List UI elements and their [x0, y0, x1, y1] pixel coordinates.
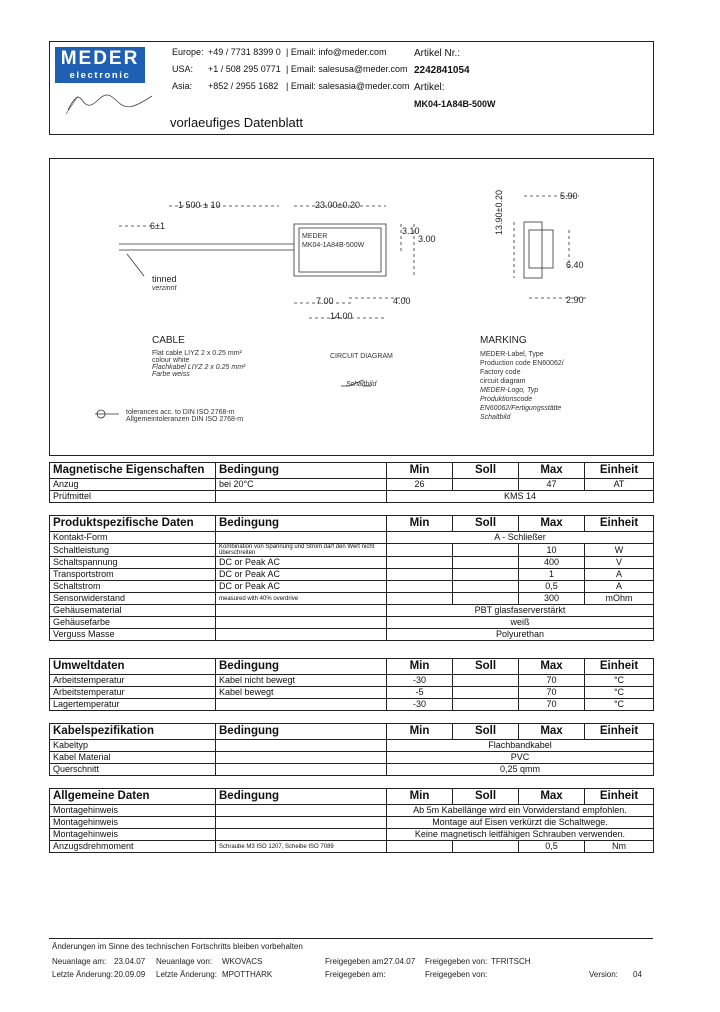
- neuanlage-von-label: Neuanlage von:: [156, 957, 213, 966]
- freigegeben-von: TFRITSCH: [491, 957, 531, 966]
- table-cell: Gehäusematerial: [50, 605, 216, 617]
- table-header-cell: Bedingung: [216, 516, 387, 532]
- footer-rule: [49, 938, 653, 939]
- table-cell: Flachbandkabel: [387, 740, 654, 752]
- table-header-cell: Soll: [453, 463, 519, 479]
- table-header-cell: Min: [387, 659, 453, 675]
- table-header-row: [50, 516, 654, 532]
- spec-table: [49, 462, 654, 503]
- logo-main-text: MEDER: [60, 48, 140, 69]
- neuanlage-von: WKOVACS: [222, 957, 263, 966]
- spec-table: [49, 515, 654, 641]
- aenderung-von: MPOTTHARK: [222, 970, 273, 979]
- table-cell: Arbeitstemperatur: [50, 675, 216, 687]
- logo-sub-text: electronic: [69, 70, 131, 81]
- table-cell: DC or Peak AC: [216, 569, 387, 581]
- aenderung-von-label: Letzte Änderung:: [156, 970, 217, 979]
- table-cell: Kabel bewegt: [216, 687, 387, 699]
- aenderung-date: 20.09.09: [114, 970, 146, 979]
- signature-logo-icon: [60, 88, 160, 116]
- table-header-cell: Soll: [453, 516, 519, 532]
- table-header-cell: Max: [519, 724, 585, 740]
- table-cell: Kabel nicht bewegt: [216, 675, 387, 687]
- table-cell: A - Schließer: [387, 532, 654, 544]
- table-cell: [453, 569, 519, 581]
- table-cell: 70: [519, 675, 585, 687]
- dim-310: 3.10: [402, 226, 420, 236]
- freigegeben2-am-label: Freigegeben am:: [325, 970, 386, 979]
- table-row: [50, 752, 654, 764]
- table-row: [50, 805, 654, 817]
- table-cell: A: [585, 581, 654, 593]
- table-cell: measured with 40% overdrive: [216, 593, 387, 605]
- spec-table: [49, 658, 654, 711]
- table-cell: Montagehinweis: [50, 817, 216, 829]
- contact-region: Europe:: [172, 47, 204, 57]
- housing-part-label: MK04-1A84B-500W: [302, 242, 365, 249]
- artikel-label: Artikel:: [414, 82, 445, 93]
- table-cell: [216, 764, 387, 776]
- table-cell: [216, 629, 387, 641]
- table-cell: Montagehinweis: [50, 829, 216, 841]
- aenderung-label: Letzte Änderung:: [52, 970, 113, 979]
- table-header-row: [50, 463, 654, 479]
- table-cell: [216, 699, 387, 711]
- dim-1390: 13.90±0.20: [494, 190, 504, 235]
- table-cell: DC or Peak AC: [216, 581, 387, 593]
- dim-640: 6.40: [566, 260, 584, 270]
- table-cell: Ab 5m Kabellänge wird ein Vorwiderstand empfohlen.: [387, 805, 654, 817]
- freigegeben-am: 27.04.07: [384, 957, 416, 966]
- tolerance-line: tolerances acc. to DIN ISO 2768-m: [126, 409, 235, 416]
- table-cell: DC or Peak AC: [216, 557, 387, 569]
- tolerance-line: Allgemeintoleranzen DIN ISO 2768-m: [126, 416, 244, 423]
- freigegeben-am-label: Freigegeben am:: [325, 957, 386, 966]
- table-cell: [216, 605, 387, 617]
- marking-line: Production code EN60062/: [480, 360, 564, 367]
- table-row: [50, 569, 654, 581]
- table-cell: [453, 479, 519, 491]
- table-cell: [387, 569, 453, 581]
- table-cell: Kombination von Spannung und Strom darf den Wert nicht überschreiten: [216, 544, 387, 557]
- table-header-cell: Bedingung: [216, 724, 387, 740]
- table-cell: 70: [519, 687, 585, 699]
- contact-row: [172, 61, 412, 78]
- table-cell: Sensorwiderstand: [50, 593, 216, 605]
- label-tinned: tinned: [152, 274, 177, 284]
- marking-line: Schaltbild: [480, 414, 511, 421]
- table-header-cell: Allgemeine Daten: [50, 789, 216, 805]
- table-cell: Prüfmittel: [50, 491, 216, 503]
- table-header-cell: Einheit: [585, 516, 654, 532]
- table-cell: Lagertemperatur: [50, 699, 216, 711]
- marking-title: MARKING: [480, 335, 527, 346]
- table-header-cell: Max: [519, 659, 585, 675]
- dim-400: 4.00: [393, 296, 411, 306]
- cable-description: [152, 350, 245, 378]
- artikel-value: MK04-1A84B-500W: [414, 99, 496, 109]
- artikel-nr-label: Artikel Nr.:: [414, 48, 461, 59]
- table-header-cell: Min: [387, 789, 453, 805]
- table-cell: Kabeltyp: [50, 740, 216, 752]
- table-cell: °C: [585, 687, 654, 699]
- table-cell: [453, 699, 519, 711]
- table-cell: [216, 752, 387, 764]
- table-cell: [453, 557, 519, 569]
- contact-block: [172, 44, 412, 95]
- table-row: [50, 617, 654, 629]
- neuanlage-date: 23.04.07: [114, 957, 146, 966]
- table-header-cell: Soll: [453, 789, 519, 805]
- table-cell: [216, 829, 387, 841]
- table-header-cell: Einheit: [585, 789, 654, 805]
- table-row: [50, 829, 654, 841]
- table-row: [50, 491, 654, 503]
- table-row: [50, 699, 654, 711]
- housing-outline: [294, 224, 386, 276]
- table-header-cell: Bedingung: [216, 659, 387, 675]
- table-cell: A: [585, 569, 654, 581]
- table-header-row: [50, 659, 654, 675]
- table-cell: Arbeitstemperatur: [50, 687, 216, 699]
- contact-email[interactable]: | Email: salesusa@meder.com: [286, 64, 408, 74]
- dim-590: 5.90: [560, 191, 578, 201]
- dim-300: 3.00: [418, 234, 436, 244]
- table-header-cell: Magnetische Eigenschaften: [50, 463, 216, 479]
- table-cell: KMS 14: [387, 491, 654, 503]
- meder-logo: [55, 47, 145, 83]
- table-cell: [453, 687, 519, 699]
- cable-line-text: Flat cable LIYZ 2 x 0.25 mm²: [152, 350, 242, 357]
- table-cell: Nm: [585, 841, 654, 853]
- table-header-cell: Min: [387, 724, 453, 740]
- table-cell: Kontakt-Form: [50, 532, 216, 544]
- leader-line: [127, 254, 144, 276]
- table-row: [50, 740, 654, 752]
- table-cell: [216, 491, 387, 503]
- marking-line: MEDER-Logo, Typ: [480, 387, 539, 394]
- table-cell: Montagehinweis: [50, 805, 216, 817]
- table-header-row: [50, 789, 654, 805]
- table-cell: [387, 841, 453, 853]
- table-cell: Kabel Material: [50, 752, 216, 764]
- dim-700: 7.00: [316, 296, 334, 306]
- marking-line: EN60062/Fertigungsstätte: [480, 405, 562, 412]
- table-row: [50, 841, 654, 853]
- table-cell: weiß: [387, 617, 654, 629]
- table-header-cell: Max: [519, 789, 585, 805]
- marking-line: circuit diagram: [480, 378, 526, 385]
- table-cell: 10: [519, 544, 585, 557]
- artikel-block: [414, 45, 496, 113]
- table-cell: Anzugsdrehmoment: [50, 841, 216, 853]
- table-cell: Schaltspannung: [50, 557, 216, 569]
- marking-line: Factory code: [480, 369, 521, 376]
- table-cell: PVC: [387, 752, 654, 764]
- table-cell: Anzug: [50, 479, 216, 491]
- table-cell: Transportstrom: [50, 569, 216, 581]
- table-row: [50, 764, 654, 776]
- contact-row: [172, 44, 412, 61]
- table-cell: Polyurethan: [387, 629, 654, 641]
- dim-290: 2.90: [566, 295, 584, 305]
- contact-region: Asia:: [172, 81, 193, 91]
- table-row: [50, 532, 654, 544]
- table-header-cell: Kabelspezifikation: [50, 724, 216, 740]
- table-header-cell: Einheit: [585, 463, 654, 479]
- table-cell: °C: [585, 675, 654, 687]
- contact-email[interactable]: | Email: info@meder.com: [286, 47, 387, 57]
- table-cell: [216, 805, 387, 817]
- table-header-cell: Einheit: [585, 724, 654, 740]
- table-cell: 0,25 qmm: [387, 764, 654, 776]
- dim-width: 23.00±0.20: [315, 200, 360, 210]
- table-row: [50, 817, 654, 829]
- table-cell: Keine magnetisch leitfähigen Schrauben verwenden.: [387, 829, 654, 841]
- cable-line-text: Farbe weiss: [152, 371, 190, 378]
- marking-line: MEDER-Label, Type: [480, 351, 544, 358]
- table-cell: AT: [585, 479, 654, 491]
- table-cell: Querschnitt: [50, 764, 216, 776]
- table-cell: [387, 593, 453, 605]
- spec-table: [49, 723, 654, 776]
- table-cell: [453, 675, 519, 687]
- table-cell: PBT glasfaserverstärkt: [387, 605, 654, 617]
- marking-description: [480, 350, 564, 422]
- table-cell: [387, 544, 453, 557]
- contact-email[interactable]: | Email: salesasia@meder.com: [286, 81, 410, 91]
- table-header-cell: Einheit: [585, 659, 654, 675]
- table-cell: 47: [519, 479, 585, 491]
- table-row: [50, 557, 654, 569]
- table-cell: [387, 557, 453, 569]
- table-cell: Gehäusefarbe: [50, 617, 216, 629]
- table-row: [50, 687, 654, 699]
- cable-title: CABLE: [152, 335, 185, 346]
- neuanlage-label: Neuanlage am:: [52, 957, 107, 966]
- table-cell: 70: [519, 699, 585, 711]
- table-header-cell: Max: [519, 463, 585, 479]
- table-header-cell: Min: [387, 463, 453, 479]
- table-cell: 0,5: [519, 581, 585, 593]
- label-verzinnt: verzinnt: [152, 285, 177, 292]
- marking-line: Produktionscode: [480, 396, 533, 403]
- table-row: [50, 675, 654, 687]
- table-cell: V: [585, 557, 654, 569]
- table-cell: Montage auf Eisen verkürzt die Schaltwege.: [387, 817, 654, 829]
- table-cell: 26: [387, 479, 453, 491]
- version-value: 04: [633, 970, 642, 979]
- tolerance-note: [126, 409, 243, 423]
- table-header-row: [50, 724, 654, 740]
- dim-6: 6±1: [150, 221, 165, 231]
- dim-cable-length: 1 500 ± 10: [178, 200, 221, 210]
- table-cell: [216, 617, 387, 629]
- document-title: vorlaeufiges Datenblatt: [170, 115, 303, 130]
- freigegeben2-von-label: Freigegeben von:: [425, 970, 488, 979]
- table-row: [50, 605, 654, 617]
- table-header-cell: Bedingung: [216, 789, 387, 805]
- circuit-title: CIRCUIT DIAGRAM: [330, 353, 393, 360]
- cable-line-text: Flachkabel LIYZ 2 x 0.25 mm²: [152, 364, 246, 371]
- table-cell: Schaltstrom: [50, 581, 216, 593]
- table-row: [50, 479, 654, 491]
- table-cell: [453, 544, 519, 557]
- table-header-cell: Max: [519, 516, 585, 532]
- table-cell: W: [585, 544, 654, 557]
- table-cell: °C: [585, 699, 654, 711]
- contact-region: USA:: [172, 64, 194, 74]
- table-cell: [453, 841, 519, 853]
- footer-note: Änderungen im Sinne des technischen Fortschritts bleiben vorbehalten: [52, 942, 303, 951]
- table-cell: -30: [387, 699, 453, 711]
- table-row: [50, 629, 654, 641]
- cable-line-text: colour white: [152, 357, 190, 364]
- dim-1400: 14.00: [330, 311, 353, 321]
- table-header-cell: Min: [387, 516, 453, 532]
- table-cell: bei 20°C: [216, 479, 387, 491]
- table-cell: 400: [519, 557, 585, 569]
- circuit-sub: Schaltbild: [346, 381, 377, 388]
- contact-row: [172, 78, 412, 95]
- table-header-cell: Produktspezifische Daten: [50, 516, 216, 532]
- table-header-cell: Soll: [453, 659, 519, 675]
- table-cell: 300: [519, 593, 585, 605]
- table-cell: -5: [387, 687, 453, 699]
- table-cell: [453, 581, 519, 593]
- table-cell: 0,5: [519, 841, 585, 853]
- table-cell: [453, 593, 519, 605]
- housing-maker-label: MEDER: [302, 233, 328, 240]
- table-header-cell: Umweltdaten: [50, 659, 216, 675]
- contact-phone: +1 / 508 295 0771: [208, 64, 281, 74]
- table-row: [50, 544, 654, 557]
- table-cell: Schraube M3 ISO 1207, Scheibe ISO 7089: [216, 841, 387, 853]
- table-cell: [387, 581, 453, 593]
- table-cell: Verguss Masse: [50, 629, 216, 641]
- table-cell: [216, 740, 387, 752]
- spec-table: [49, 788, 654, 853]
- table-cell: 1: [519, 569, 585, 581]
- table-cell: Schaltleistung: [50, 544, 216, 557]
- version-label: Version:: [589, 970, 618, 979]
- artikel-nr-value: 2242841054: [414, 65, 470, 76]
- table-header-cell: Bedingung: [216, 463, 387, 479]
- table-row: [50, 581, 654, 593]
- table-row: [50, 593, 654, 605]
- contact-phone: +49 / 7731 8399 0: [208, 47, 281, 57]
- table-cell: mOhm: [585, 593, 654, 605]
- table-header-cell: Soll: [453, 724, 519, 740]
- table-cell: [216, 532, 387, 544]
- table-cell: -30: [387, 675, 453, 687]
- table-cell: [216, 817, 387, 829]
- freigegeben-von-label: Freigegeben von:: [425, 957, 488, 966]
- contact-phone: +852 / 2955 1682: [208, 81, 279, 91]
